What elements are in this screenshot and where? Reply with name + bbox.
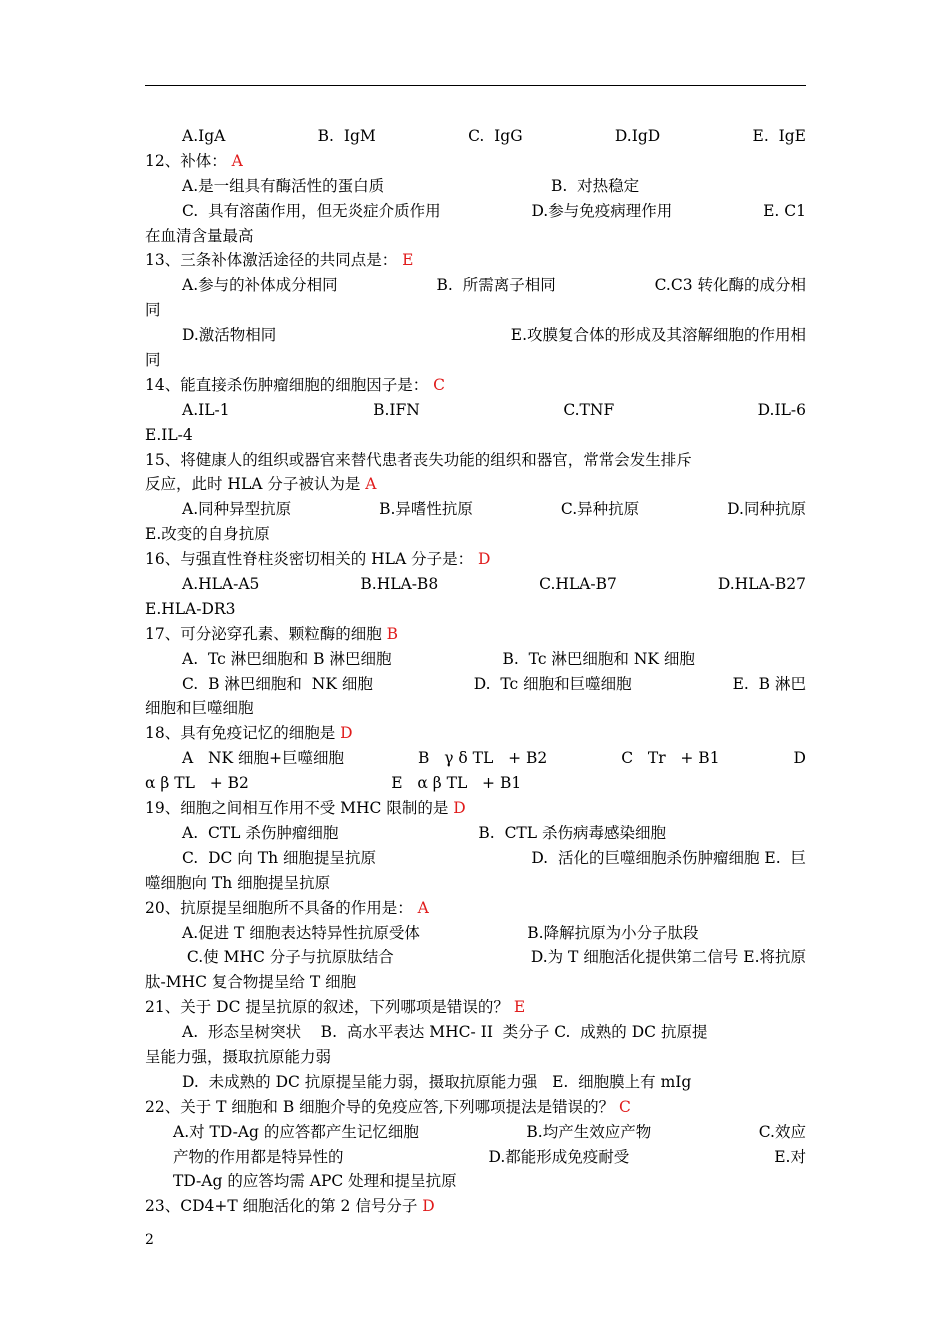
text-line <box>145 373 806 398</box>
text-line <box>145 124 806 149</box>
text-line <box>145 572 806 597</box>
option-text: A.IL-1 <box>182 400 230 419</box>
option-text: E. B 淋巴 <box>732 674 806 693</box>
option-text: A.HLA-A5 <box>182 575 260 594</box>
option-text: A.是一组具有酶活性的蛋白质 <box>182 176 385 195</box>
option-text: C.使 MHC 分子与抗原肽结合 <box>182 948 394 967</box>
text-line <box>145 672 806 697</box>
option-text: A.IgA <box>182 127 226 145</box>
option-text: C. 具有溶菌作用，但无炎症介质作用 <box>182 201 441 220</box>
document-body <box>145 124 806 1219</box>
line-text: 13、三条补体激活途径的共同点是： <box>145 251 398 270</box>
option-text: A. CTL 杀伤肿瘤细胞 <box>182 823 339 842</box>
text-line <box>145 696 806 721</box>
text-line <box>145 248 806 273</box>
answer-letter: A <box>231 151 243 170</box>
text-line <box>145 323 806 348</box>
text-line <box>145 423 806 448</box>
text-line <box>145 970 806 995</box>
option-text: B.降解抗原为小分子肽段 <box>527 923 699 942</box>
option-text: C.异种抗原 <box>560 500 640 519</box>
answer-letter: B <box>386 624 399 643</box>
text-line <box>145 1070 806 1095</box>
text-line <box>145 1045 806 1070</box>
option-text: E α β TL + B1 <box>391 774 522 793</box>
line-text: E.HLA-DR3 <box>145 599 236 618</box>
line-text: 在血清含量最高 <box>145 226 254 245</box>
line-text: D. 未成熟的 DC 抗原提呈能力弱，摄取抗原能力强 E. 细胞膜上有 mIg <box>182 1072 692 1091</box>
text-line <box>145 846 806 871</box>
option-text: D. 活化的巨噬细胞杀伤肿瘤细胞 E. 巨 <box>531 848 806 867</box>
line-text: 19、细胞之间相互作用不受 MHC 限制的是 <box>145 799 449 818</box>
option-text: D.HLA-B27 <box>717 575 806 594</box>
text-line <box>145 746 806 771</box>
option-text: D. Tc 细胞和巨噬细胞 <box>473 674 632 693</box>
answer-letter: A <box>417 898 429 917</box>
text-line <box>145 896 806 921</box>
answer-letter: E <box>402 251 414 270</box>
text-line <box>145 1095 806 1120</box>
option-text: C.C3 转化酶的成分相 <box>654 276 806 295</box>
line-text: 同 <box>145 301 161 320</box>
line-text: 21、关于 DC 提呈抗原的叙述，下列哪项是错误的？ <box>145 998 509 1017</box>
line-text: 肽-MHC 复合物提呈给 T 细胞 <box>145 973 357 992</box>
text-line <box>145 1020 806 1045</box>
option-text: D.为 T 细胞活化提供第二信号 E.将抗原 <box>530 948 806 967</box>
text-line <box>145 771 806 796</box>
option-text: A.促进 T 细胞表达特异性抗原受体 <box>182 923 420 942</box>
text-line <box>145 1145 806 1170</box>
option-text: C. B 淋巴细胞和 NK 细胞 <box>182 674 373 693</box>
text-line <box>145 448 806 473</box>
line-text: E.改变的自身抗原 <box>145 525 270 544</box>
line-text: 12、补体： <box>145 151 227 170</box>
option-text: B. CTL 杀伤病毒感染细胞 <box>478 823 666 842</box>
text-line <box>145 1120 806 1145</box>
answer-letter: D <box>340 724 353 743</box>
option-text: C Tr + B1 <box>621 749 720 768</box>
text-line <box>145 298 806 323</box>
line-text: E.IL-4 <box>145 425 193 444</box>
option-text: D.都能形成免疫耐受 <box>488 1147 630 1166</box>
text-line <box>145 348 806 373</box>
option-text: B. IgM <box>317 127 376 145</box>
option-text: A.参与的补体成分相同 <box>182 276 338 295</box>
text-line <box>145 721 806 746</box>
line-text: 23、CD4+T 细胞活化的第 2 信号分子 <box>145 1197 418 1216</box>
text-line <box>145 199 806 224</box>
answer-letter: D <box>422 1197 435 1216</box>
option-text: C.TNF <box>563 400 615 419</box>
option-text: E.对 <box>774 1147 806 1166</box>
line-text: 噬细胞向 Th 细胞提呈抗原 <box>145 873 331 892</box>
answer-letter: C <box>619 1097 631 1116</box>
line-text: 14、能直接杀伤肿瘤细胞的细胞因子是： <box>145 375 429 394</box>
option-text: C. IgG <box>468 127 523 145</box>
option-text: B.异嗜性抗原 <box>379 500 473 519</box>
text-line <box>145 273 806 298</box>
text-line <box>145 547 806 572</box>
answer-letter: D <box>478 550 491 569</box>
option-text: α β TL + B2 <box>145 774 249 793</box>
text-line <box>145 398 806 423</box>
text-line <box>145 821 806 846</box>
text-line <box>145 497 806 522</box>
option-text: B. Tc 淋巴细胞和 NK 细胞 <box>502 649 695 668</box>
option-text: A NK 细胞+巨噬细胞 <box>182 749 345 768</box>
line-text: 22、关于 T 细胞和 B 细胞介导的免疫应答,下列哪项提法是错误的？ <box>145 1097 615 1116</box>
line-text: 呈能力强，摄取抗原能力弱 <box>145 1047 332 1066</box>
option-text: C. DC 向 Th 细胞提呈抗原 <box>182 848 376 867</box>
answer-letter: A <box>365 475 377 494</box>
line-text: 20、抗原提呈细胞所不具备的作用是： <box>145 898 413 917</box>
text-line <box>145 871 806 896</box>
line-text: 同 <box>145 351 161 370</box>
option-text: B.均产生效应产物 <box>526 1122 652 1141</box>
option-text: B.IFN <box>373 400 420 419</box>
option-text: E. IgE <box>752 127 806 145</box>
option-text: C.效应 <box>758 1122 806 1141</box>
option-text: A.对 TD-Ag 的应答都产生记忆细胞 <box>173 1122 419 1141</box>
answer-letter: C <box>433 375 446 394</box>
option-text: B. 所需离子相同 <box>436 276 556 295</box>
option-text: A.同种异型抗原 <box>182 500 292 519</box>
text-line <box>145 921 806 946</box>
option-text: B.HLA-B8 <box>360 575 439 594</box>
option-text: E. C1 <box>763 201 806 220</box>
text-line <box>145 174 806 199</box>
option-text: E.攻膜复合体的形成及其溶解细胞的作用相 <box>510 326 806 345</box>
option-text: C.HLA-B7 <box>539 575 617 594</box>
page-number: 2 <box>145 1232 154 1248</box>
text-line <box>145 1194 806 1219</box>
text-line <box>145 622 806 647</box>
text-line <box>145 1169 806 1194</box>
text-line <box>145 796 806 821</box>
line-text: A. 形态呈树突状 B. 高水平表达 MHC- II 类分子 C. 成熟的 DC 抗原提 <box>182 1023 708 1042</box>
text-line <box>145 597 806 622</box>
option-text: D <box>793 749 806 768</box>
line-text: 17、可分泌穿孔素、颗粒酶的细胞 <box>145 624 382 643</box>
answer-letter: D <box>453 799 466 818</box>
line-text: 反应，此时 HLA 分子被认为是 <box>145 475 361 494</box>
option-text: 产物的作用都是特异性的 <box>173 1147 344 1166</box>
line-text: 15、将健康人的组织或器官来替代患者丧失功能的组织和器官，常常会发生排斥 <box>145 450 692 469</box>
line-text: 18、具有免疫记忆的细胞是 <box>145 724 336 743</box>
line-text: 16、与强直性脊柱炎密切相关的 HLA 分子是： <box>145 550 474 569</box>
line-text: TD-Ag 的应答均需 APC 处理和提呈抗原 <box>173 1172 457 1191</box>
option-text: A. Tc 淋巴细胞和 B 淋巴细胞 <box>182 649 392 668</box>
option-text: D.IL-6 <box>757 400 806 419</box>
option-text: D.同种抗原 <box>727 500 806 519</box>
option-text: B γ δ TL + B2 <box>418 749 548 768</box>
option-text: D.激活物相同 <box>182 326 277 345</box>
text-line <box>145 995 806 1020</box>
line-text: 细胞和巨噬细胞 <box>145 699 254 718</box>
text-line <box>145 647 806 672</box>
header-rule <box>145 85 806 86</box>
text-line <box>145 522 806 547</box>
option-text: D.参与免疫病理作用 <box>531 201 673 220</box>
text-line <box>145 224 806 249</box>
text-line <box>145 945 806 970</box>
option-text: D.IgD <box>614 127 661 145</box>
option-text: B. 对热稳定 <box>550 176 640 195</box>
text-line <box>145 149 806 174</box>
text-line <box>145 472 806 497</box>
answer-letter: E <box>513 998 526 1017</box>
